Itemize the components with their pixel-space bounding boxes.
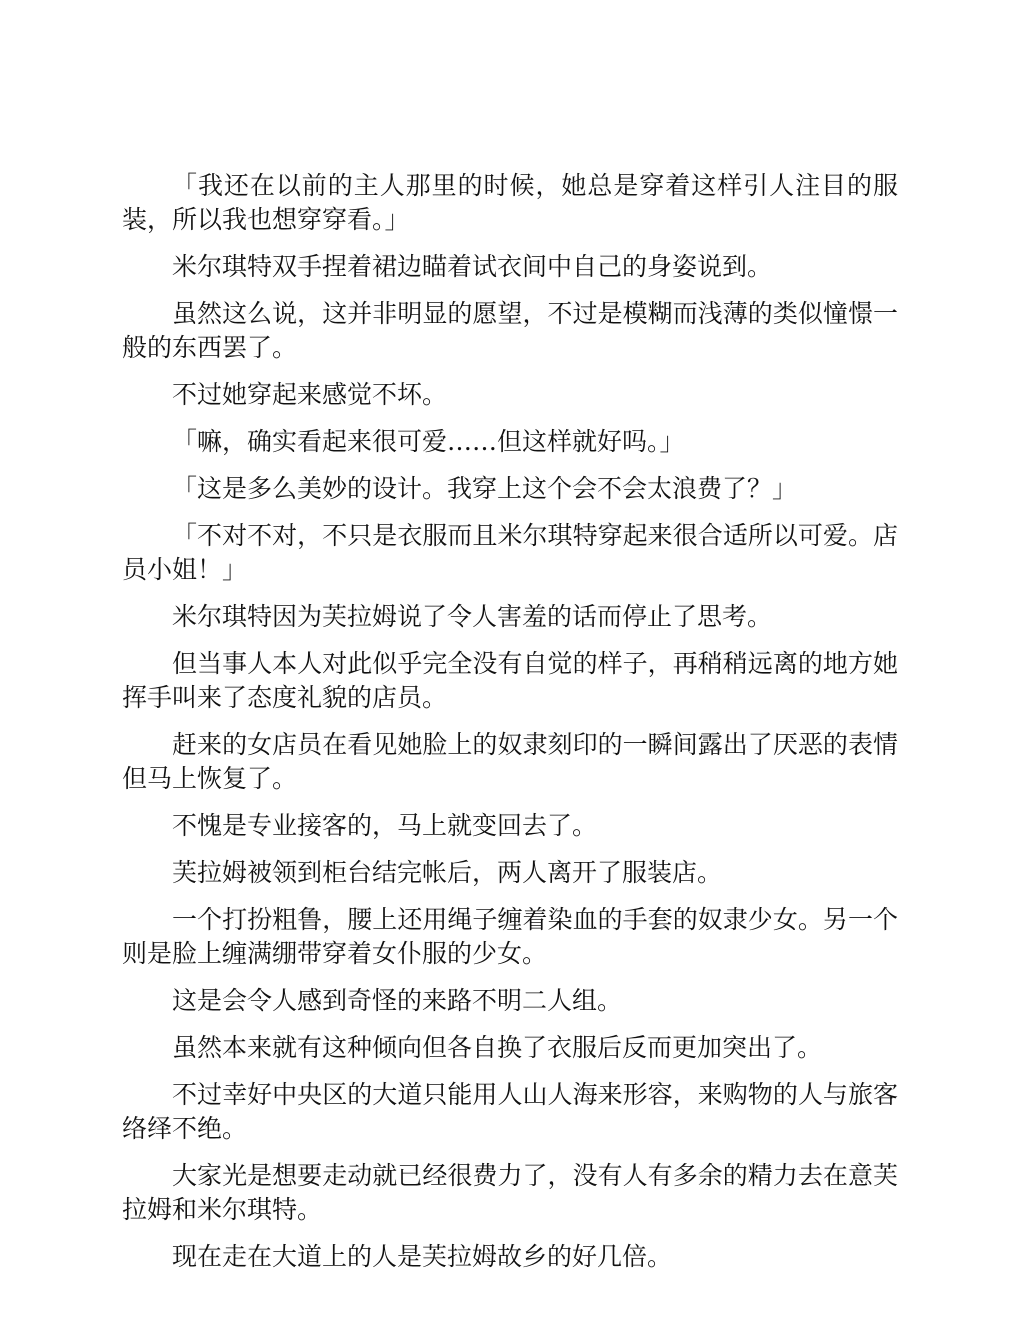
paragraph-17: 大家光是想要走动就已经很费力了，没有人有多余的精力去在意芙拉姆和米尔琪特。: [122, 1161, 898, 1224]
paragraph-9: 但当事人本人对此似乎完全没有自觉的样子，再稍稍远离的地方她挥手叫来了态度礼貌的店员。: [122, 649, 898, 712]
document-body: [122, 169, 898, 1287]
paragraph-7: 「不对不对，不只是衣服而且米尔琪特穿起来很合适所以可爱。店员小姐！」: [122, 521, 898, 584]
paragraph-11: 不愧是专业接客的，马上就变回去了。: [172, 811, 598, 840]
paragraph-8: 米尔琪特因为芙拉姆说了令人害羞的话而停止了思考。: [172, 602, 773, 631]
paragraph-18: 现在走在大道上的人是芙拉姆故乡的好几倍。: [172, 1242, 673, 1271]
paragraph-1: 「我还在以前的主人那里的时候，她总是穿着这样引人注目的服装，所以我也想穿穿看。」: [122, 171, 898, 234]
paragraph-15: 虽然本来就有这种倾向但各自换了衣服后反而更加突出了。: [172, 1033, 823, 1062]
paragraph-4: 不过她穿起来感觉不坏。: [172, 380, 448, 409]
paragraph-16: 不过幸好中央区的大道只能用人山人海来形容，来购物的人与旅客络绎不绝。: [122, 1080, 898, 1143]
paragraph-10: 赶来的女店员在看见她脸上的奴隶刻印的一瞬间露出了厌恶的表情但马上恢复了。: [122, 730, 898, 793]
paragraph-3: 虽然这么说，这并非明显的愿望，不过是模糊而浅薄的类似憧憬一般的东西罢了。: [122, 299, 898, 362]
paragraph-12: 芙拉姆被领到柜台结完帐后，两人离开了服装店。: [172, 858, 723, 887]
paragraph-5: 「嘛，确实看起来很可爱……但这样就好吗。」: [172, 427, 685, 456]
paragraph-6: 「这是多么美妙的设计。我穿上这个会不会太浪费了？」: [172, 474, 798, 503]
paragraph-13: 一个打扮粗鲁，腰上还用绳子缠着染血的手套的奴隶少女。另一个则是脸上缠满绷带穿着女仆服的少女。: [122, 905, 898, 968]
paragraph-14: 这是会令人感到奇怪的来路不明二人组。: [172, 986, 623, 1015]
paragraph-2: 米尔琪特双手捏着裙边瞄着试衣间中自己的身姿说到。: [172, 252, 773, 281]
